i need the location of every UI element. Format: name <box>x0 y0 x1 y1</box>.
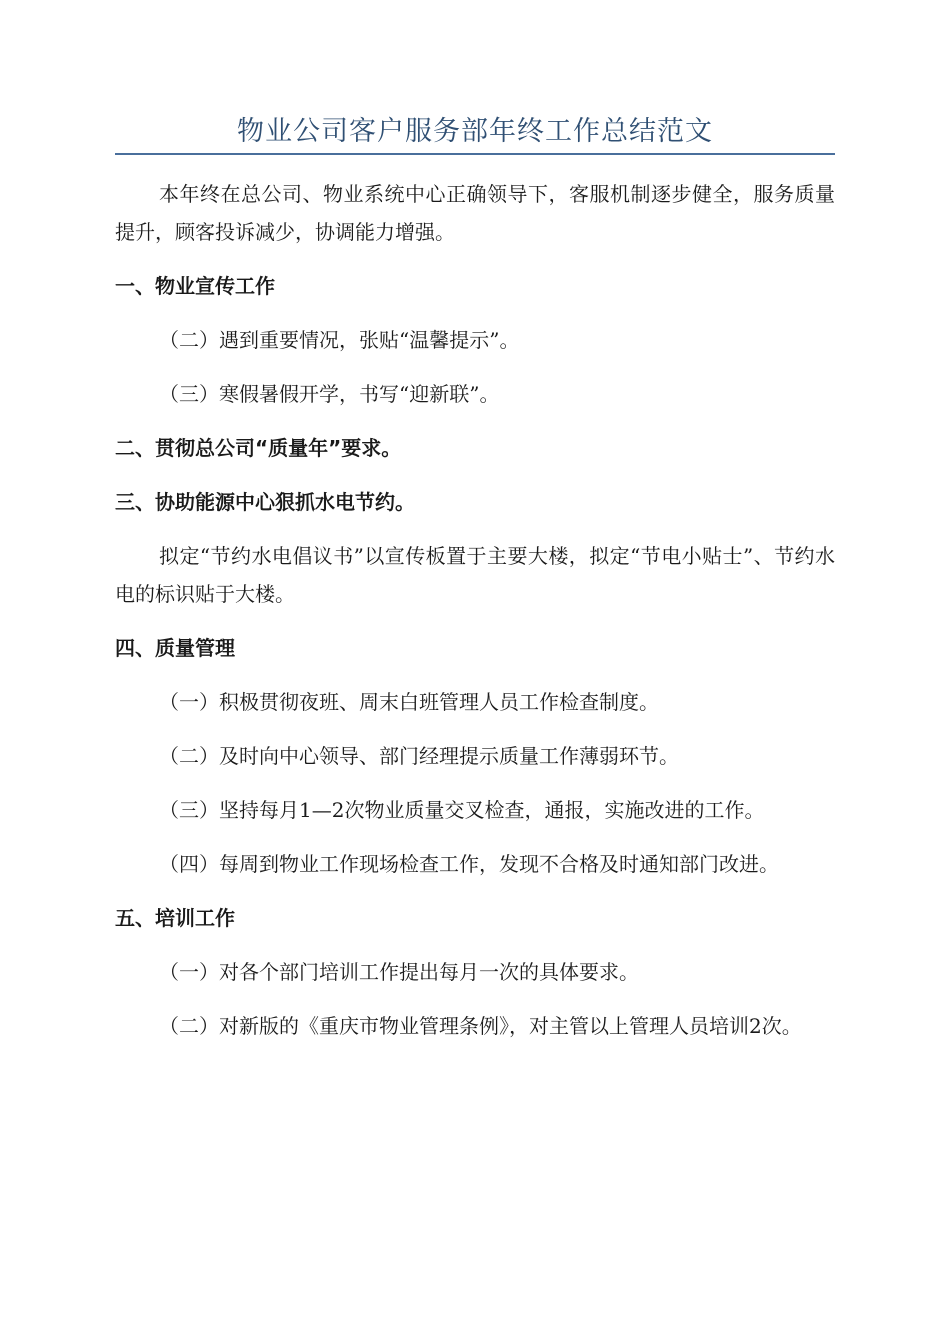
intro-paragraph: 本年终在总公司、物业系统中心正确领导下，客服机制逐步健全，服务质量提升，顾客投诉减少，协调能力增强。 <box>115 182 835 244</box>
section-4-item-2: （二）及时向中心领导、部门经理提示质量工作薄弱环节。 <box>159 744 679 768</box>
section-5-item-2: （二）对新版的《重庆市物业管理条例》，对主管以上管理人员培训2次。 <box>159 1014 802 1038</box>
document-title: 物业公司客户服务部年终工作总结范文 <box>237 116 713 147</box>
section-heading-1: 一、物业宣传工作 <box>115 274 275 298</box>
section-1-item-2: （三）寒假暑假开学，书写“迎新联”。 <box>159 382 500 406</box>
section-heading-5: 五、培训工作 <box>115 906 235 930</box>
section-3-item-1: 拟定“节约水电倡议书”以宣传板置于主要大楼，拟定“节电小贴士”、节约水电的标识贴于大楼。 <box>115 544 835 606</box>
section-heading-3: 三、协助能源中心狠抓水电节约。 <box>115 490 415 514</box>
section-heading-4: 四、质量管理 <box>115 636 235 660</box>
section-1-item-1: （二）遇到重要情况，张贴“温馨提示”。 <box>159 328 520 352</box>
title-underline <box>115 153 835 155</box>
document-body <box>115 175 835 1045</box>
section-5-item-1: （一）对各个部门培训工作提出每月一次的具体要求。 <box>159 960 639 984</box>
section-4-item-1: （一）积极贯彻夜班、周末白班管理人员工作检查制度。 <box>159 690 659 714</box>
section-heading-2: 二、贯彻总公司“质量年”要求。 <box>115 436 402 460</box>
section-4-item-3: （三）坚持每月1—2次物业质量交叉检查，通报，实施改进的工作。 <box>159 798 765 822</box>
section-4-item-4: （四）每周到物业工作现场检查工作，发现不合格及时通知部门改进。 <box>159 852 779 876</box>
